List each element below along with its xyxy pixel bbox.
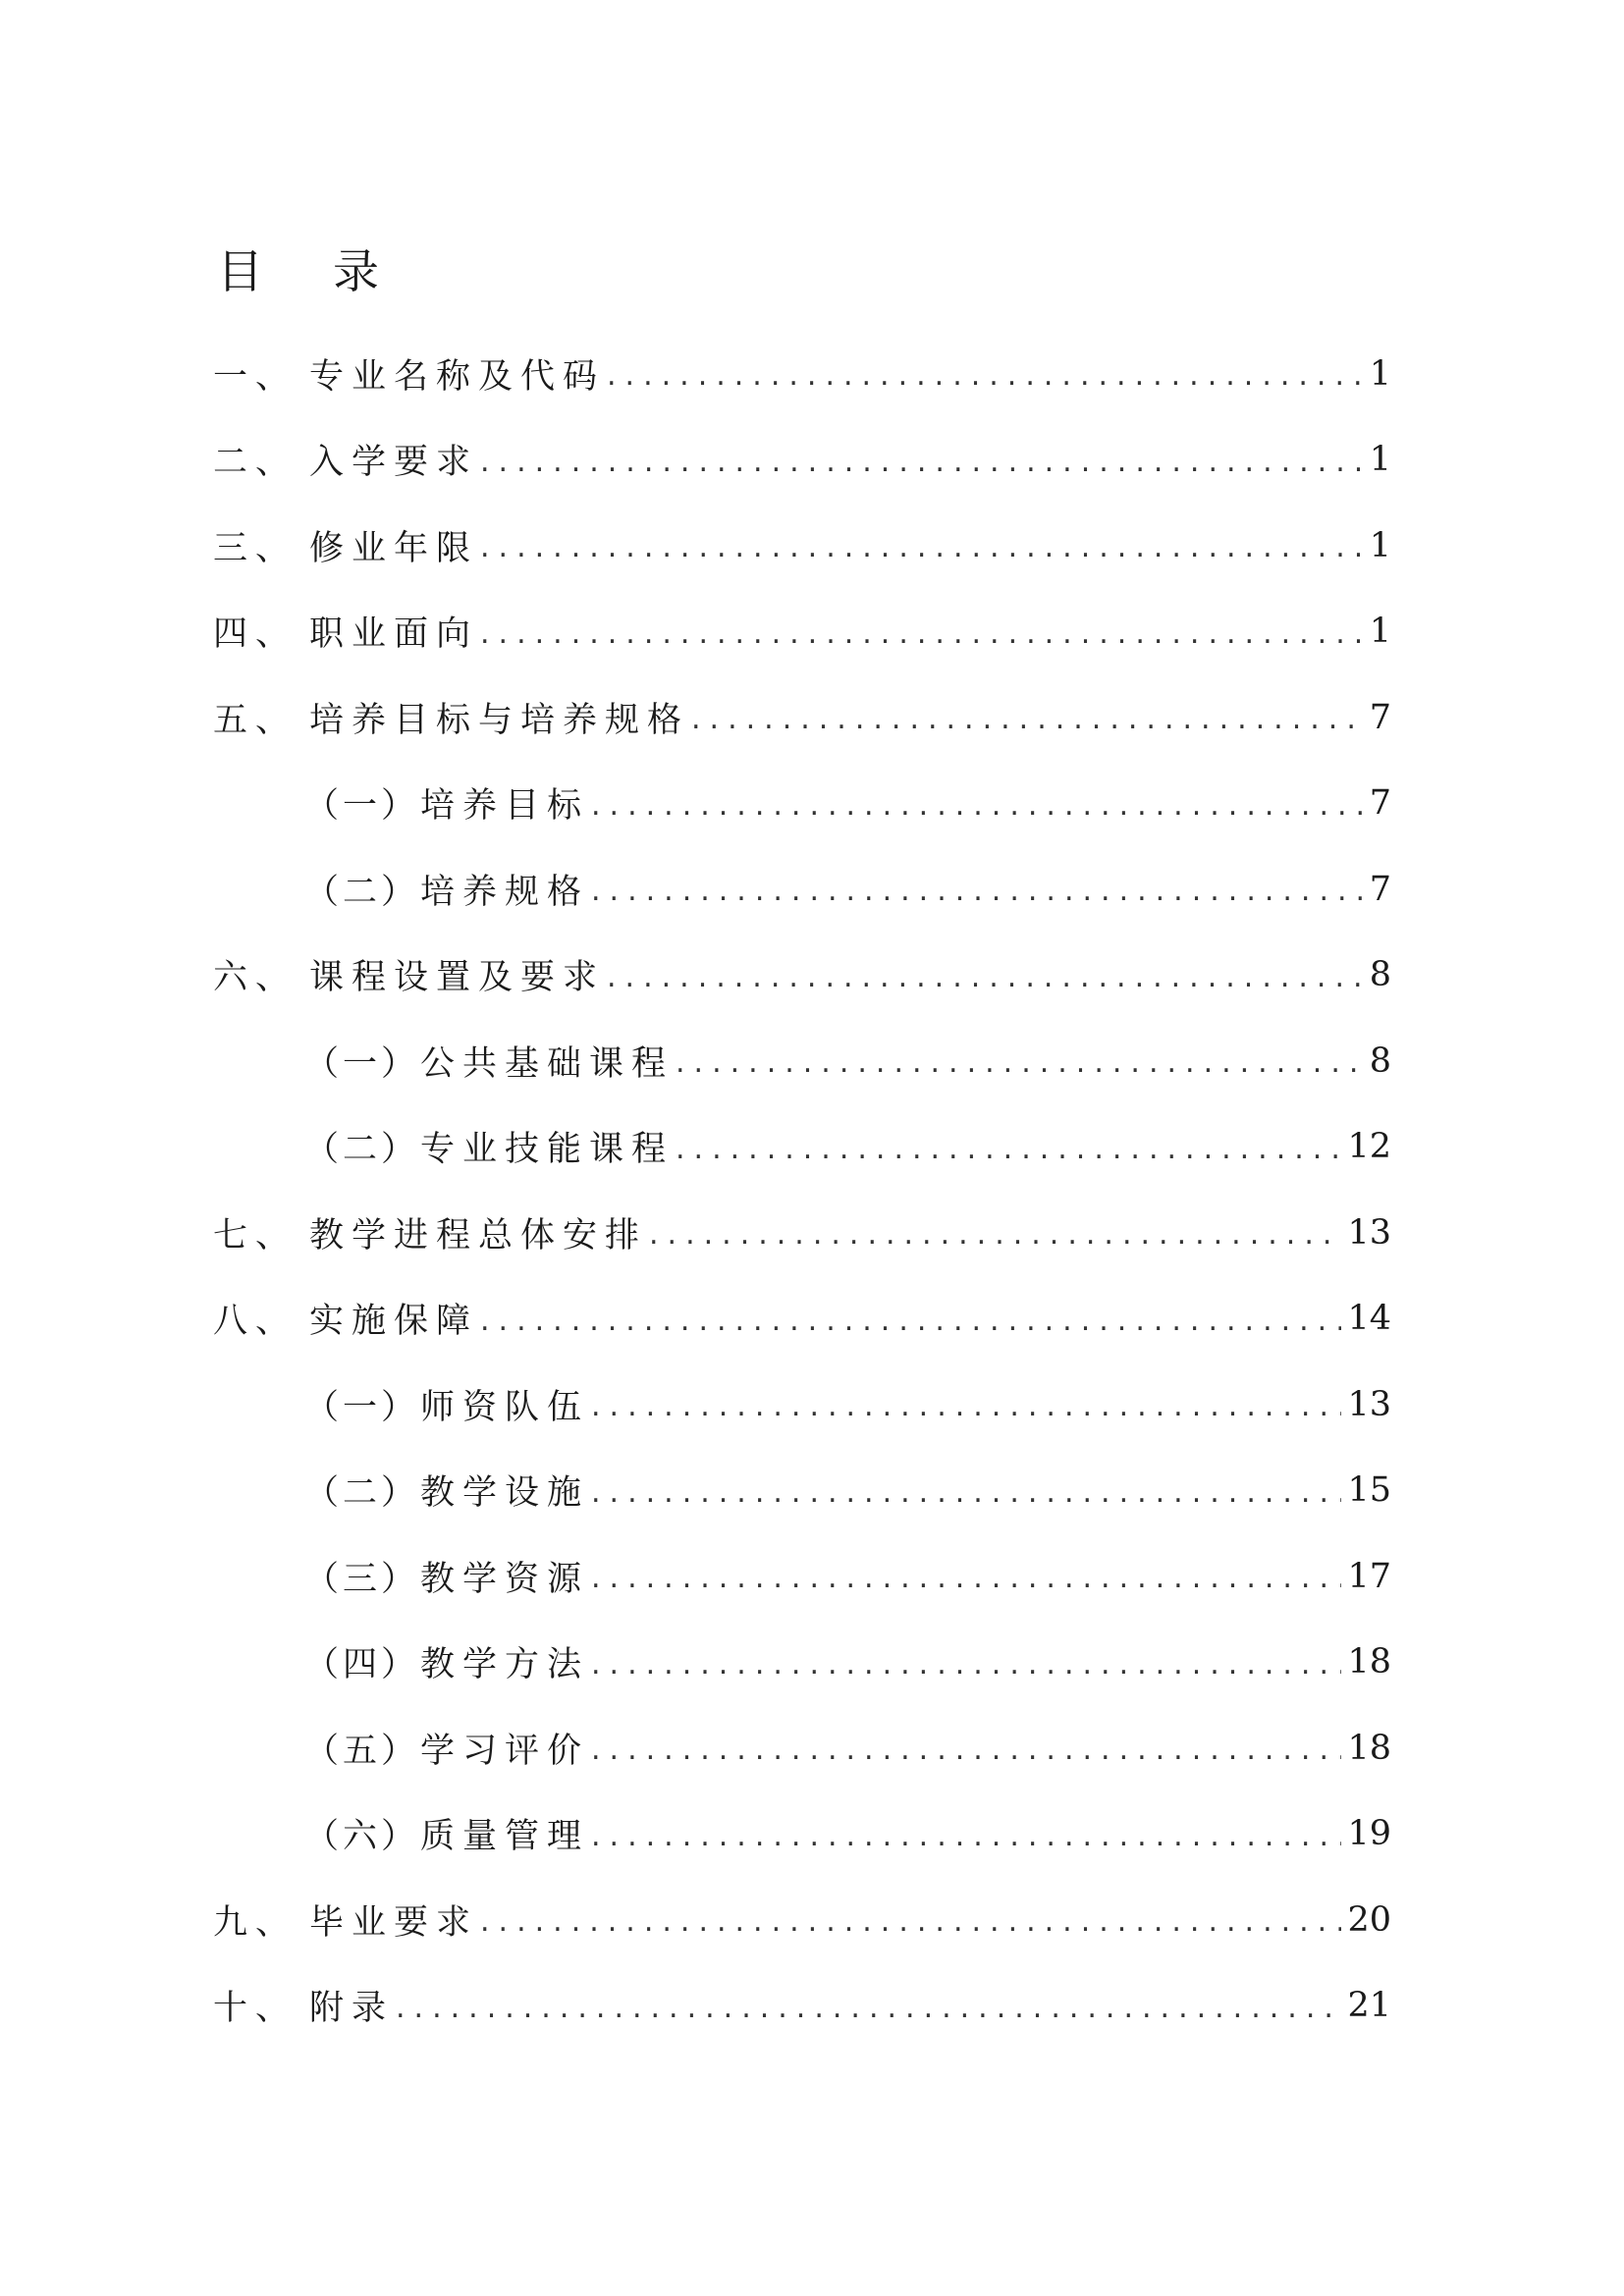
toc-entry-label: 师资队伍 (420, 1387, 590, 1427)
dot-leader (676, 1132, 1341, 1166)
toc-entry-number: 七、 (213, 1215, 298, 1255)
dot-leader (607, 960, 1364, 994)
toc-entry-number: 六、 (213, 958, 298, 998)
toc-entry-page: 7 (1369, 697, 1391, 737)
dot-leader (480, 1904, 1341, 1939)
toc-entry-label: 教学资源 (420, 1559, 590, 1599)
toc-entry-page: 7 (1369, 869, 1391, 909)
toc-entry-label: 教学进程总体安排 (309, 1215, 648, 1255)
toc-entry-number: 一、 (213, 356, 298, 397)
toc-entry-page: 21 (1347, 1986, 1391, 2026)
toc-entry-10[interactable] (213, 1963, 1391, 2050)
dot-leader (591, 1733, 1341, 1767)
toc-subentry-6-2[interactable] (213, 1104, 1391, 1191)
toc-entry-number: 二、 (213, 443, 298, 483)
toc-entry-number: （四） (304, 1645, 420, 1685)
toc-entry-page: 1 (1369, 440, 1391, 480)
toc-subentry-8-2[interactable] (213, 1448, 1391, 1534)
toc-entry-page: 8 (1369, 955, 1391, 995)
dot-leader (480, 445, 1364, 479)
toc-entry-page: 20 (1347, 1899, 1391, 1940)
toc-entry-label: 学习评价 (420, 1731, 590, 1771)
toc-entry-5[interactable] (213, 674, 1391, 761)
toc-entry-label: 附录 (309, 1989, 395, 2029)
toc-subentry-5-1[interactable] (213, 761, 1391, 847)
dot-leader (480, 1304, 1341, 1338)
dot-leader (591, 874, 1364, 908)
toc-entry-page: 17 (1347, 1556, 1391, 1596)
toc-entry-number: 十、 (213, 1989, 298, 2029)
toc-entry-number: （二） (304, 1130, 420, 1170)
toc-entry-page: 8 (1369, 1041, 1391, 1081)
toc-entry-page: 13 (1347, 1384, 1391, 1424)
toc-entry-label: 公共基础课程 (420, 1043, 675, 1084)
toc-entry-number: （二） (304, 1473, 420, 1514)
toc-entry-7[interactable] (213, 1190, 1391, 1276)
toc-entry-number: （二） (304, 872, 420, 912)
toc-entry-2[interactable] (213, 417, 1391, 504)
toc-entry-3[interactable] (213, 503, 1391, 589)
toc-entry-number: （一） (304, 1043, 420, 1084)
toc-entry-label: 教学方法 (420, 1645, 590, 1685)
toc-entry-9[interactable] (213, 1877, 1391, 1963)
toc-title: 目 录 (217, 245, 406, 299)
toc-entry-4[interactable] (213, 589, 1391, 675)
toc-entry-page: 19 (1347, 1814, 1391, 1854)
toc-entry-number: （五） (304, 1731, 420, 1771)
toc-entry-page: 1 (1369, 353, 1391, 394)
toc-entry-6[interactable] (213, 933, 1391, 1019)
toc-entry-label: 实施保障 (309, 1302, 479, 1342)
toc-entry-label: 质量管理 (420, 1817, 590, 1857)
toc-entry-page: 15 (1347, 1470, 1391, 1511)
dot-leader (607, 358, 1364, 393)
dot-leader (591, 1389, 1341, 1423)
dot-leader (591, 1647, 1341, 1682)
toc-entry-page: 1 (1369, 525, 1391, 565)
toc-entry-number: （一） (304, 786, 420, 827)
toc-entry-label: 培养目标与培养规格 (309, 700, 690, 740)
toc-entry-number: （三） (304, 1559, 420, 1599)
dot-leader (480, 616, 1364, 651)
toc-entry-label: 专业技能课程 (420, 1130, 675, 1170)
dot-leader (591, 788, 1364, 823)
dot-leader (480, 530, 1364, 564)
toc-subentry-8-6[interactable] (213, 1791, 1391, 1878)
dot-leader (676, 1045, 1364, 1080)
toc-entry-page: 1 (1369, 612, 1391, 652)
toc-subentry-8-1[interactable] (213, 1362, 1391, 1448)
toc-subentry-5-2[interactable] (213, 846, 1391, 933)
toc-entry-number: 五、 (213, 700, 298, 740)
dot-leader (591, 1561, 1341, 1595)
toc-entry-label: 毕业要求 (309, 1902, 479, 1943)
toc-entry-number: 三、 (213, 528, 298, 568)
toc-entry-label: 入学要求 (309, 443, 479, 483)
toc-entry-page: 12 (1347, 1127, 1391, 1167)
toc-entry-label: 培养目标 (420, 786, 590, 827)
toc-subentry-8-3[interactable] (213, 1533, 1391, 1620)
toc-entry-page: 13 (1347, 1212, 1391, 1253)
dot-leader (591, 1819, 1341, 1853)
toc-entry-page: 18 (1347, 1728, 1391, 1768)
toc-entry-number: 四、 (213, 614, 298, 655)
toc-entry-1[interactable] (213, 331, 1391, 417)
table-of-contents (213, 331, 1391, 2049)
toc-entry-page: 7 (1369, 783, 1391, 824)
toc-entry-label: 培养规格 (420, 872, 590, 912)
toc-entry-8[interactable] (213, 1276, 1391, 1362)
toc-entry-label: 修业年限 (309, 528, 479, 568)
dot-leader (396, 1991, 1341, 2025)
toc-entry-number: （六） (304, 1817, 420, 1857)
dot-leader (649, 1217, 1341, 1252)
toc-entry-number: （一） (304, 1387, 420, 1427)
toc-subentry-6-1[interactable] (213, 1018, 1391, 1104)
toc-entry-page: 18 (1347, 1642, 1391, 1682)
toc-subentry-8-4[interactable] (213, 1620, 1391, 1706)
toc-entry-page: 14 (1347, 1299, 1391, 1339)
toc-subentry-8-5[interactable] (213, 1705, 1391, 1791)
toc-entry-number: 九、 (213, 1902, 298, 1943)
dot-leader (591, 1475, 1341, 1510)
toc-entry-label: 教学设施 (420, 1473, 590, 1514)
dot-leader (691, 702, 1364, 736)
toc-entry-label: 职业面向 (309, 614, 479, 655)
toc-entry-label: 专业名称及代码 (309, 356, 606, 397)
toc-entry-number: 八、 (213, 1302, 298, 1342)
toc-entry-label: 课程设置及要求 (309, 958, 606, 998)
